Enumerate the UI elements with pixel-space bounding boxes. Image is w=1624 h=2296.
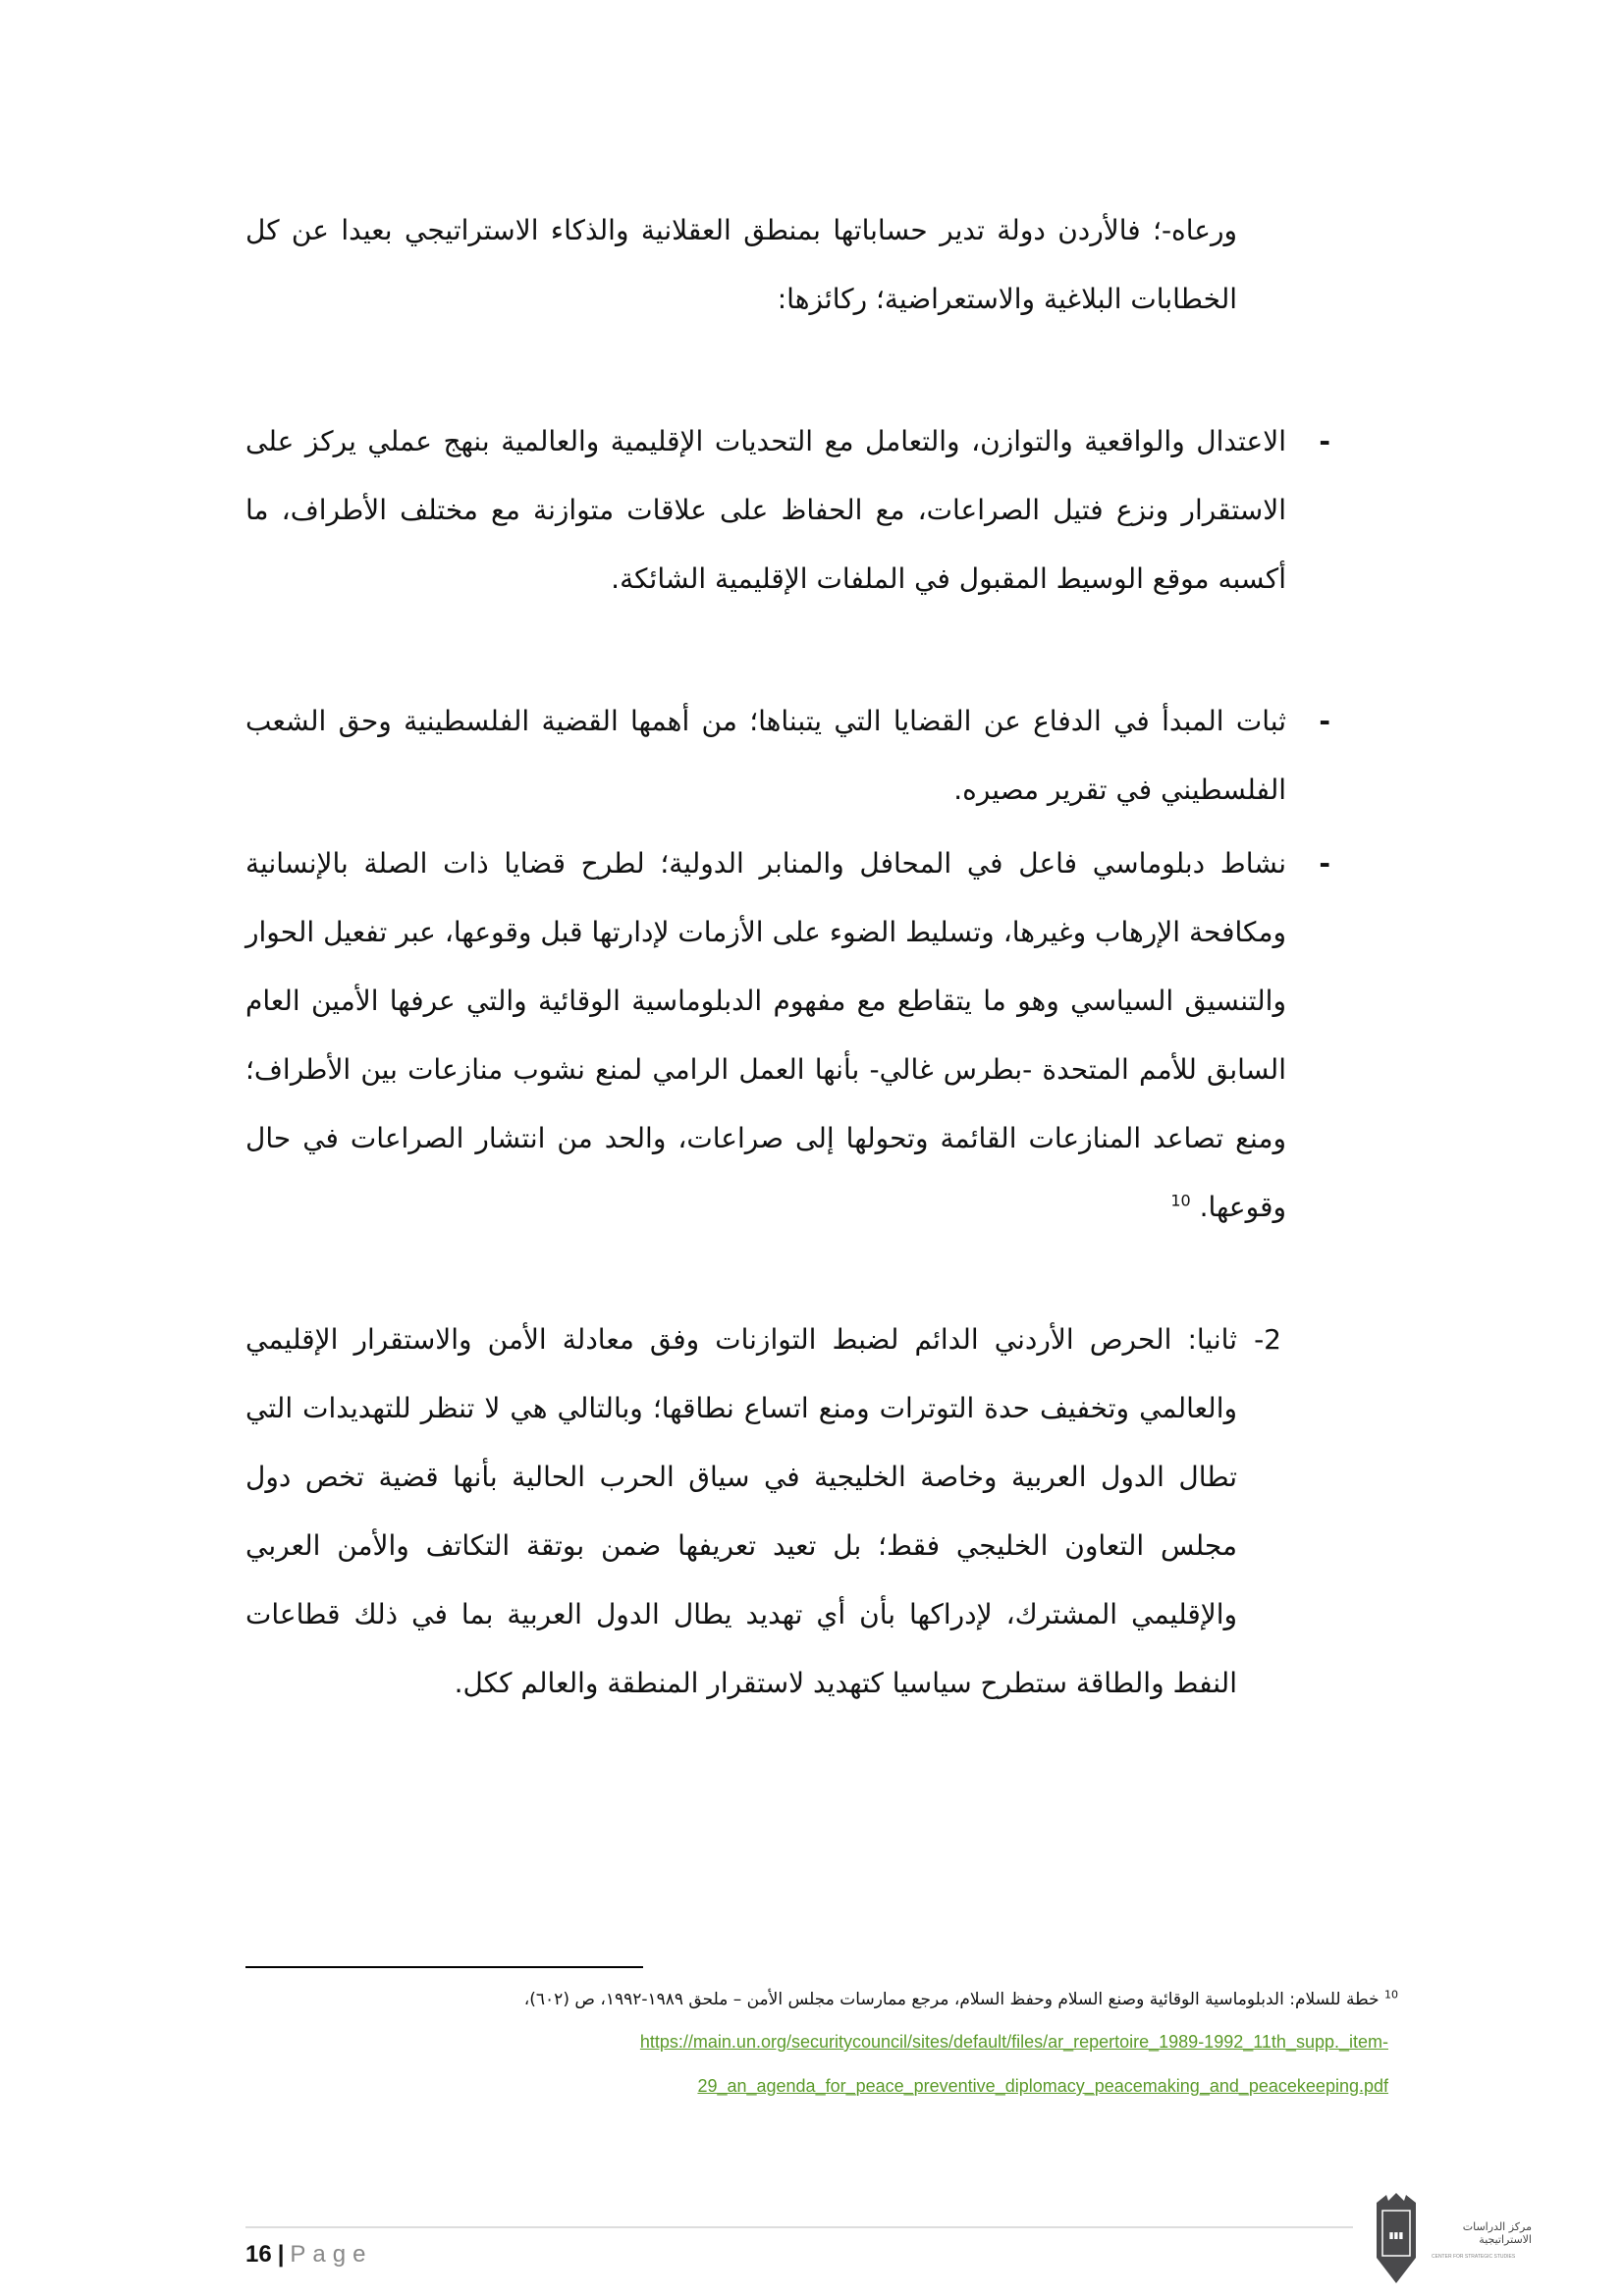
bullet-marker: - [1319, 705, 1330, 737]
page-number-value: 16 [245, 2241, 272, 2268]
footnote-number: 10 [1384, 1988, 1398, 2002]
page-number [245, 2241, 372, 2269]
item-text: ثانيا: الحرص الأردني الدائم لضبط التوازنات وفق معادلة الأمن والاستقرار الإقليمي والعالمي وتخفيف حدة التوترات ومنع اتساع نطاقها؛ وبالتالي هي لا تنظر للتهديدات التي تطال الدول العربية وخاصة الخليجية في سياق الحرب الحالية بأنها قضية تخص دول مجلس التعاون الخليجي فقط؛ بل تعيد تعريفها ضمن بوتقة التكاتف والأمن العربي والإقليمي المشترك، لإدراكها بأن أي تهديد يطال الدول العربية بما في ذلك قطاعات النفط والطاقة ستطرح سياسيا كتهديد لاستقرار المنطقة والعالم ككل. [245, 1323, 1237, 1699]
intro-paragraph: ورعاه-؛ فالأردن دولة تدير حساباتها بمنطق العقلانية والذكاء الاستراتيجي بعيدا عن كل الخطابات البلاغية والاستعراضية؛ ركائزها: [245, 214, 1237, 315]
logo-text-en: CENTER FOR STRATEGIC STUDIES [1432, 2254, 1516, 2260]
bullet-item [245, 407, 1330, 614]
footnote-reference[interactable]: 10 [1170, 1191, 1191, 1210]
footnote-separator [245, 1966, 643, 1968]
footnote-link-line-2[interactable]: 29_an_agenda_for_peace_preventive_diplomacy_peacemaking_and_peacekeeping.pdf [697, 2076, 1388, 2096]
footnote-link-line-1[interactable]: https://main.un.org/securitycouncil/sites/default/files/ar_repertoire_1989-1992_11th_supp._item- [639, 2032, 1388, 2052]
page-separator: | [277, 2241, 285, 2268]
bullet-item [245, 687, 1330, 825]
bullet-item [245, 829, 1330, 1242]
bullet-text: ثبات المبدأ في الدفاع عن القضايا التي يتبناها؛ من أهمها القضية الفلسطينية وحق الشعب الفلسطيني في تقرير مصيره. [245, 705, 1286, 806]
bullet-text: الاعتدال والواقعية والتوازن، والتعامل مع التحديات الإقليمية والعالمية بنهج عملي يركز على الاستقرار ونزع فتيل الصراعات، مع الحفاظ على علاقات متوازنة مع مختلف الأطراف، ما أكسبه موقع الوسيط المقبول في الملفات الإقليمية الشائكة. [245, 425, 1286, 595]
footnote [524, 1985, 1398, 2014]
svg-text:▮▮▮: ▮▮▮ [1388, 2231, 1404, 2241]
numbered-item-2 [245, 1306, 1281, 1718]
footnote-text: خطة للسلام: الدبلوماسية الوقائية وصنع السلام وحفظ السلام، مرجع ممارسات مجلس الأمن – ملحق ١٩٨٩-١٩٩٢، ص (٦٠٢)، [523, 1990, 1380, 2009]
page-label: Page [290, 2241, 373, 2268]
bullet-text: نشاط دبلوماسي فاعل في المحافل والمنابر الدولية؛ لطرح قضايا ذات الصلة بالإنسانية ومكافحة الإرهاب وغيرها، وتسليط الضوء على الأزمات لإدارتها قبل وقوعها، عبر تفعيل الحوار والتنسيق السياسي وهو ما يتقاطع مع مفهوم الدبلوماسية الوقائية والتي عرفها الأمين العام السابق للأمم المتحدة -بطرس غالي- بأنها العمل الرامي لمنع نشوب منازعات بين الأطراف؛ ومنع تصاعد المنازعات القائمة وتحولها إلى صراعات، والحد من انتشار الصراعات في حال وقوعها. [245, 847, 1286, 1223]
footer-divider [245, 2226, 1353, 2228]
logo-text-ar: مركز الدراسات الاستراتيجية [1462, 2220, 1532, 2246]
bullet-marker: - [1319, 847, 1330, 880]
item-number: 2- [1254, 1323, 1281, 1356]
bullet-marker: - [1319, 425, 1330, 457]
